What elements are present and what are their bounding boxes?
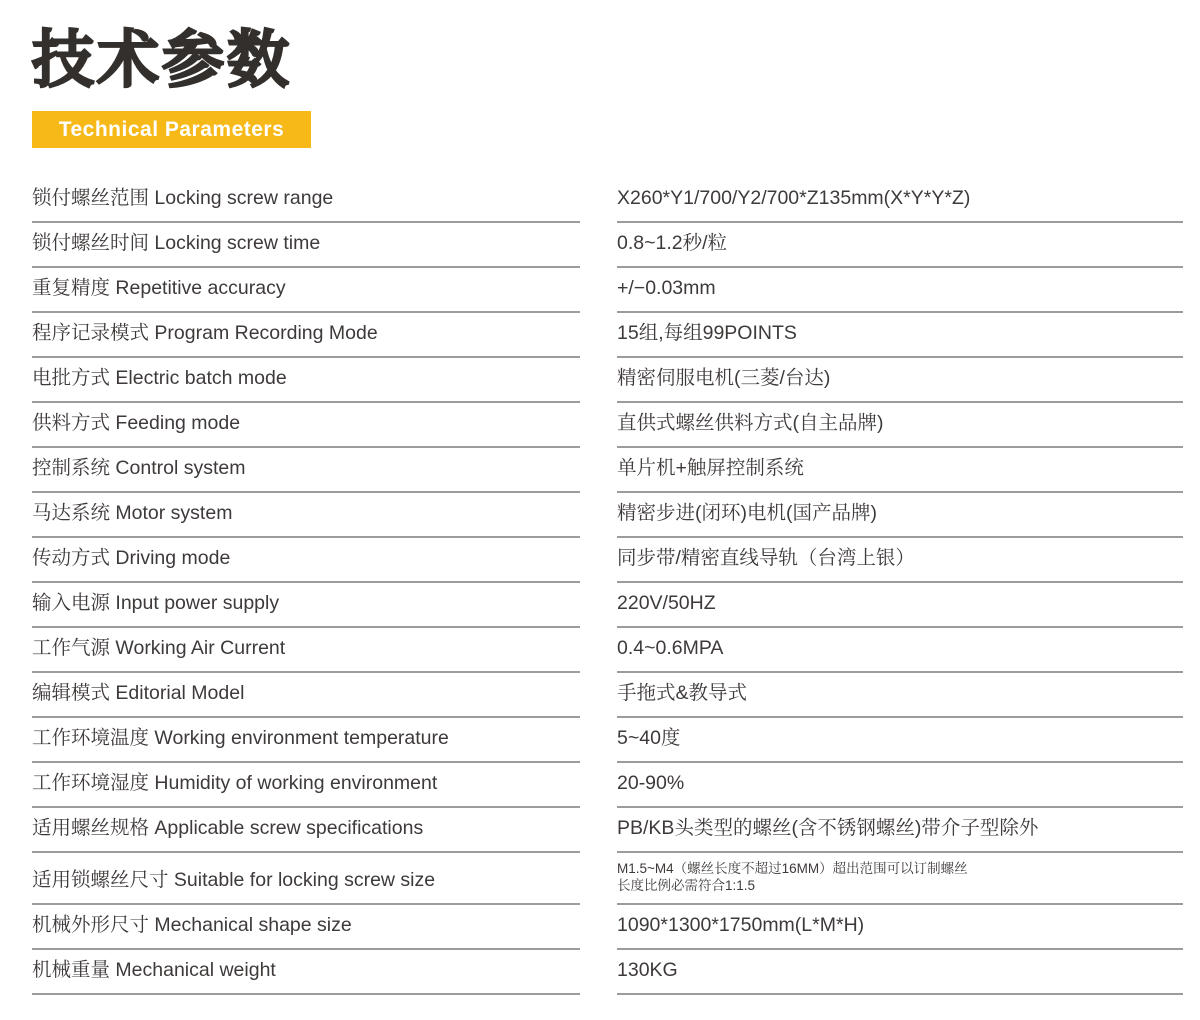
- row-label: 供料方式 Feeding mode: [32, 403, 580, 448]
- row-value: 220V/50HZ: [617, 583, 1183, 628]
- row-label: 编辑模式 Editorial Model: [32, 673, 580, 718]
- row-label: 锁付螺丝范围 Locking screw range: [32, 178, 580, 223]
- row-value: [617, 853, 1183, 905]
- row-value: 同步带/精密直线导轨（台湾上银）: [617, 538, 1183, 583]
- subtitle-badge: [32, 111, 311, 148]
- row-value: 20-90%: [617, 763, 1183, 808]
- table-row: [32, 493, 1183, 538]
- row-value: 130KG: [617, 950, 1183, 995]
- row-value: PB/KB头类型的螺丝(含不锈钢螺丝)带介子型除外: [617, 808, 1183, 853]
- subtitle-badge-label: Technical Parameters: [58, 117, 285, 141]
- table-row: [32, 538, 1183, 583]
- row-label: 电批方式 Electric batch mode: [32, 358, 580, 403]
- table-row: [32, 358, 1183, 403]
- row-label: 马达系统 Motor system: [32, 493, 580, 538]
- row-value: 0.4~0.6MPA: [617, 628, 1183, 673]
- row-label: 程序记录模式 Program Recording Mode: [32, 313, 580, 358]
- page-title: 技术参数: [32, 26, 293, 95]
- row-value: 精密步进(闭环)电机(国产品牌): [617, 493, 1183, 538]
- table-row: [32, 628, 1183, 673]
- row-label: 锁付螺丝时间 Locking screw time: [32, 223, 580, 268]
- row-value: 0.8~1.2秒/粒: [617, 223, 1183, 268]
- row-label: 适用螺丝规格 Applicable screw specifications: [32, 808, 580, 853]
- table-row: [32, 268, 1183, 313]
- table-row: [32, 673, 1183, 718]
- table-row: [32, 905, 1183, 950]
- table-row: [32, 448, 1183, 493]
- table-row: [32, 178, 1183, 223]
- row-value-line2: 长度比例必需符合1:1.5: [617, 878, 756, 893]
- table-row: [32, 950, 1183, 995]
- row-label: 适用锁螺丝尺寸 Suitable for locking screw size: [32, 853, 580, 905]
- table-row: [32, 403, 1183, 448]
- row-value: 直供式螺丝供料方式(自主品牌): [617, 403, 1183, 448]
- row-label: 机械外形尺寸 Mechanical shape size: [32, 905, 580, 950]
- row-label: 工作环境温度 Working environment temperature: [32, 718, 580, 763]
- row-value: 手拖式&教导式: [617, 673, 1183, 718]
- row-value: +/−0.03mm: [617, 268, 1183, 313]
- table-row: [32, 583, 1183, 628]
- table-row: [32, 808, 1183, 853]
- row-value: 15组,每组99POINTS: [617, 313, 1183, 358]
- table-row: [32, 223, 1183, 268]
- row-label: 工作气源 Working Air Current: [32, 628, 580, 673]
- table-row: [32, 313, 1183, 358]
- row-value: 1090*1300*1750mm(L*M*H): [617, 905, 1183, 950]
- row-label: 传动方式 Driving mode: [32, 538, 580, 583]
- row-label: 重复精度 Repetitive accuracy: [32, 268, 580, 313]
- table-row: [32, 763, 1183, 808]
- row-value: X260*Y1/700/Y2/700*Z135mm(X*Y*Y*Z): [617, 178, 1183, 223]
- row-value: 单片机+触屏控制系统: [617, 448, 1183, 493]
- parameters-table: [32, 178, 1183, 995]
- table-row: [32, 718, 1183, 763]
- row-label: 工作环境湿度 Humidity of working environment: [32, 763, 580, 808]
- row-value: 5~40度: [617, 718, 1183, 763]
- row-label: 控制系统 Control system: [32, 448, 580, 493]
- row-value-line1: M1.5~M4（螺丝长度不超过16MM）超出范围可以订制螺丝: [617, 861, 968, 876]
- table-row: [32, 853, 1183, 905]
- row-label: 输入电源 Input power supply: [32, 583, 580, 628]
- row-value: 精密伺服电机(三菱/台达): [617, 358, 1183, 403]
- row-label: 机械重量 Mechanical weight: [32, 950, 580, 995]
